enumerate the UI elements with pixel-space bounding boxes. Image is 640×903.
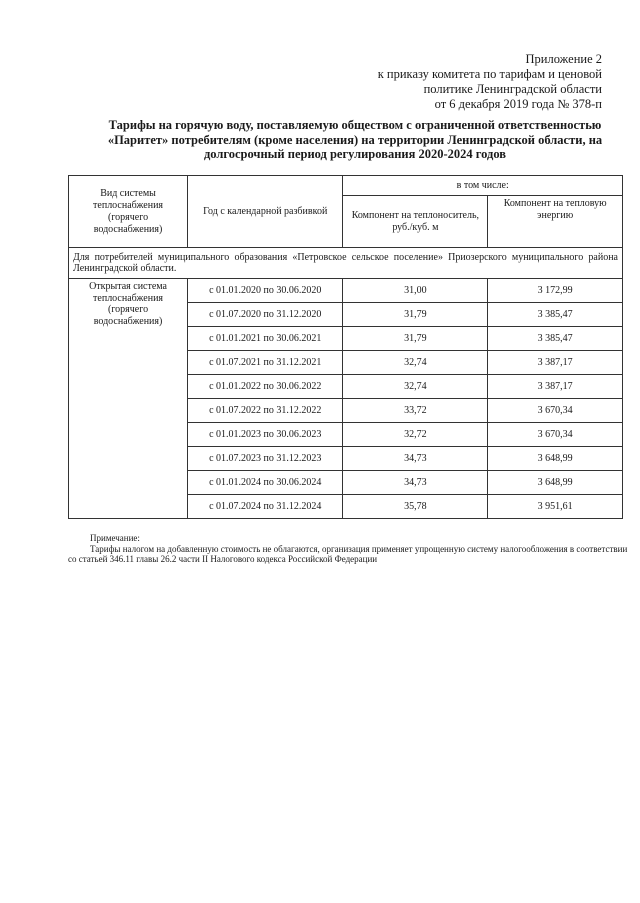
note-text: Тарифы налогом на добавленную стоимость не облагаются, организация применяет упрощенную систему налогообложения в соответствии со статьей 346.11 главы 26.2 части II Налогового кодекса Российской Федерации xyxy=(68,543,628,564)
period-cell: с 01.01.2020 по 30.06.2020 xyxy=(188,279,343,303)
energy-value-cell: 3 648,99 xyxy=(488,447,623,471)
title-line-1: Тарифы на горячую воду, поставляемую обществом с ограниченной ответственностью xyxy=(108,118,602,132)
period-cell: с 01.07.2020 по 31.12.2020 xyxy=(188,303,343,327)
carrier-value-cell: 31,00 xyxy=(343,279,488,303)
header-energy-component: Компонент на тепловую энергию xyxy=(488,196,623,248)
carrier-value-cell: 32,74 xyxy=(343,351,488,375)
carrier-value-cell: 34,73 xyxy=(343,447,488,471)
header-system-type: Вид системы теплоснабжения (горячего водоснабжения) xyxy=(69,176,188,248)
title-line-2: «Паритет» потребителям (кроме населения) на территории Ленинградской области, на xyxy=(107,132,603,147)
energy-value-cell: 3 648,99 xyxy=(488,471,623,495)
header-including: в том числе: xyxy=(343,176,623,196)
appendix-title: Приложение 2 xyxy=(525,52,602,66)
carrier-value-cell: 31,79 xyxy=(343,327,488,351)
appendix-date: от 6 декабря 2019 года № 378-п xyxy=(434,97,602,111)
period-cell: с 01.07.2024 по 31.12.2024 xyxy=(188,495,343,519)
period-cell: с 01.07.2021 по 31.12.2021 xyxy=(188,351,343,375)
carrier-value-cell: 32,74 xyxy=(343,375,488,399)
energy-value-cell: 3 387,17 xyxy=(488,375,623,399)
period-cell: с 01.07.2022 по 31.12.2022 xyxy=(188,399,343,423)
carrier-value-cell: 33,72 xyxy=(343,399,488,423)
energy-value-cell: 3 385,47 xyxy=(488,327,623,351)
energy-value-cell: 3 385,47 xyxy=(488,303,623,327)
tariff-table xyxy=(68,175,623,519)
carrier-value-cell: 32,72 xyxy=(343,423,488,447)
energy-value-cell: 3 387,17 xyxy=(488,351,623,375)
table-row xyxy=(69,279,623,303)
period-cell: с 01.01.2022 по 30.06.2022 xyxy=(188,375,343,399)
note-section xyxy=(68,533,628,565)
energy-value-cell: 3 172,99 xyxy=(488,279,623,303)
note-label: Примечание: xyxy=(90,533,140,543)
energy-value-cell: 3 670,34 xyxy=(488,423,623,447)
municipality-row: Для потребителей муниципального образования «Петровское сельское поселение» Приозерского муниципального района Ленинградской области. xyxy=(69,248,623,279)
energy-value-cell: 3 670,34 xyxy=(488,399,623,423)
period-cell: с 01.07.2023 по 31.12.2023 xyxy=(188,447,343,471)
header-year: Год с календарной разбивкой xyxy=(188,176,343,248)
system-type-cell: Открытая система теплоснабжения (горячего водоснабжения) xyxy=(69,279,188,519)
appendix-authority: политике Ленинградской области xyxy=(423,82,602,96)
carrier-value-cell: 35,78 xyxy=(343,495,488,519)
period-cell: с 01.01.2024 по 30.06.2024 xyxy=(188,471,343,495)
energy-value-cell: 3 951,61 xyxy=(488,495,623,519)
carrier-value-cell: 34,73 xyxy=(343,471,488,495)
tariff-rows xyxy=(69,279,623,519)
appendix-order-ref: к приказу комитета по тарифам и ценовой xyxy=(377,67,602,81)
document-title xyxy=(95,118,615,162)
period-cell: с 01.01.2023 по 30.06.2023 xyxy=(188,423,343,447)
carrier-value-cell: 31,79 xyxy=(343,303,488,327)
title-line-3: долгосрочный период регулирования 2020-2024 годов xyxy=(203,147,507,161)
appendix-header xyxy=(322,52,602,112)
period-cell: с 01.01.2021 по 30.06.2021 xyxy=(188,327,343,351)
header-carrier-component: Компонент на теплоноситель, руб./куб. м xyxy=(343,196,488,248)
